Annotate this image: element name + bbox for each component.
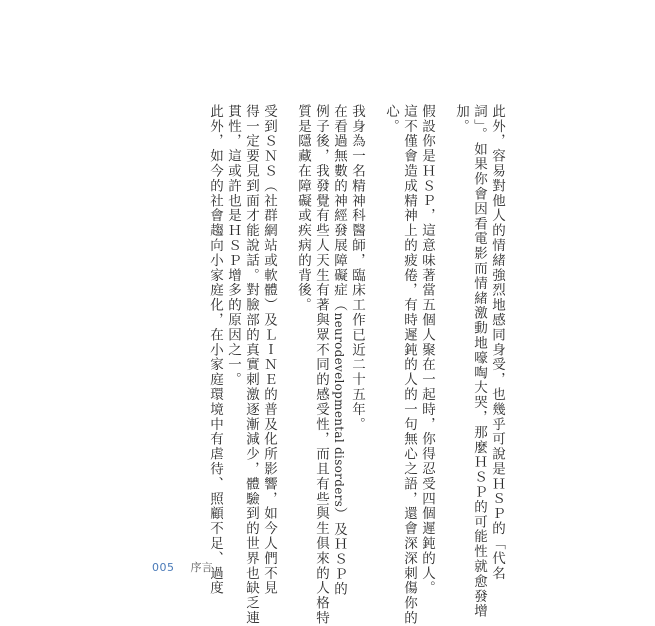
text-line: 我身為一名精神科醫師，臨床工作已近二十五年。 [349,104,365,432]
text-line: 此外，如今的社會趨向小家庭化，在小家庭環境中有虐待、照顧不足、過度 [207,104,223,596]
page-number: 005 [152,560,175,574]
text-line: 加。 [453,104,469,134]
text-line: 質是隱藏在障礙或疾病的背後。 [295,104,311,313]
text-line: 詞」。如果你會因看電影而情緒激動地嚎啕大哭，那麼ＨＳＰ的可能性就愈發增 [471,104,487,619]
text-line: 例子後，我發覺有些人天生有著與眾不同的感受性，而且有些與生俱來的人格特 [313,104,329,626]
text-line: 得一定要見到面才能說話。對臉部的真實刺激逐漸減少，體驗到的世界也缺乏連 [243,104,259,626]
text-segment: ）及ＨＳＰ的 [331,507,347,597]
text-line: 假設你是ＨＳＰ，這意味著當五個人聚在一起時，你得忍受四個遲鈍的人。 [419,104,435,596]
text-line: 此外，容易對他人的情緒強烈地感同身受，也幾乎可說是ＨＳＰ的「代名 [489,104,505,581]
page-footer [152,559,213,575]
text-line: 心。 [383,104,399,134]
section-title: 序言 [190,561,213,574]
text-line: 貫性，這或許也是ＨＳＰ增多的原因之一。 [225,104,241,388]
text-line: 受到ＳＮＳ（社群網站或軟體）及ＬＩＮＥ的普及化所影響，如今人們不見 [261,104,277,596]
text-segment: 在看過無數的神經發展障礙症（ [331,104,347,313]
text-line-mixed [330,104,348,597]
text-line: 這不僅會造成精神上的疲倦，有時遲鈍的人的一句無心之語，還會深深刺傷你的 [401,104,417,626]
english-term: neurodevelopmental disorders [332,312,346,508]
